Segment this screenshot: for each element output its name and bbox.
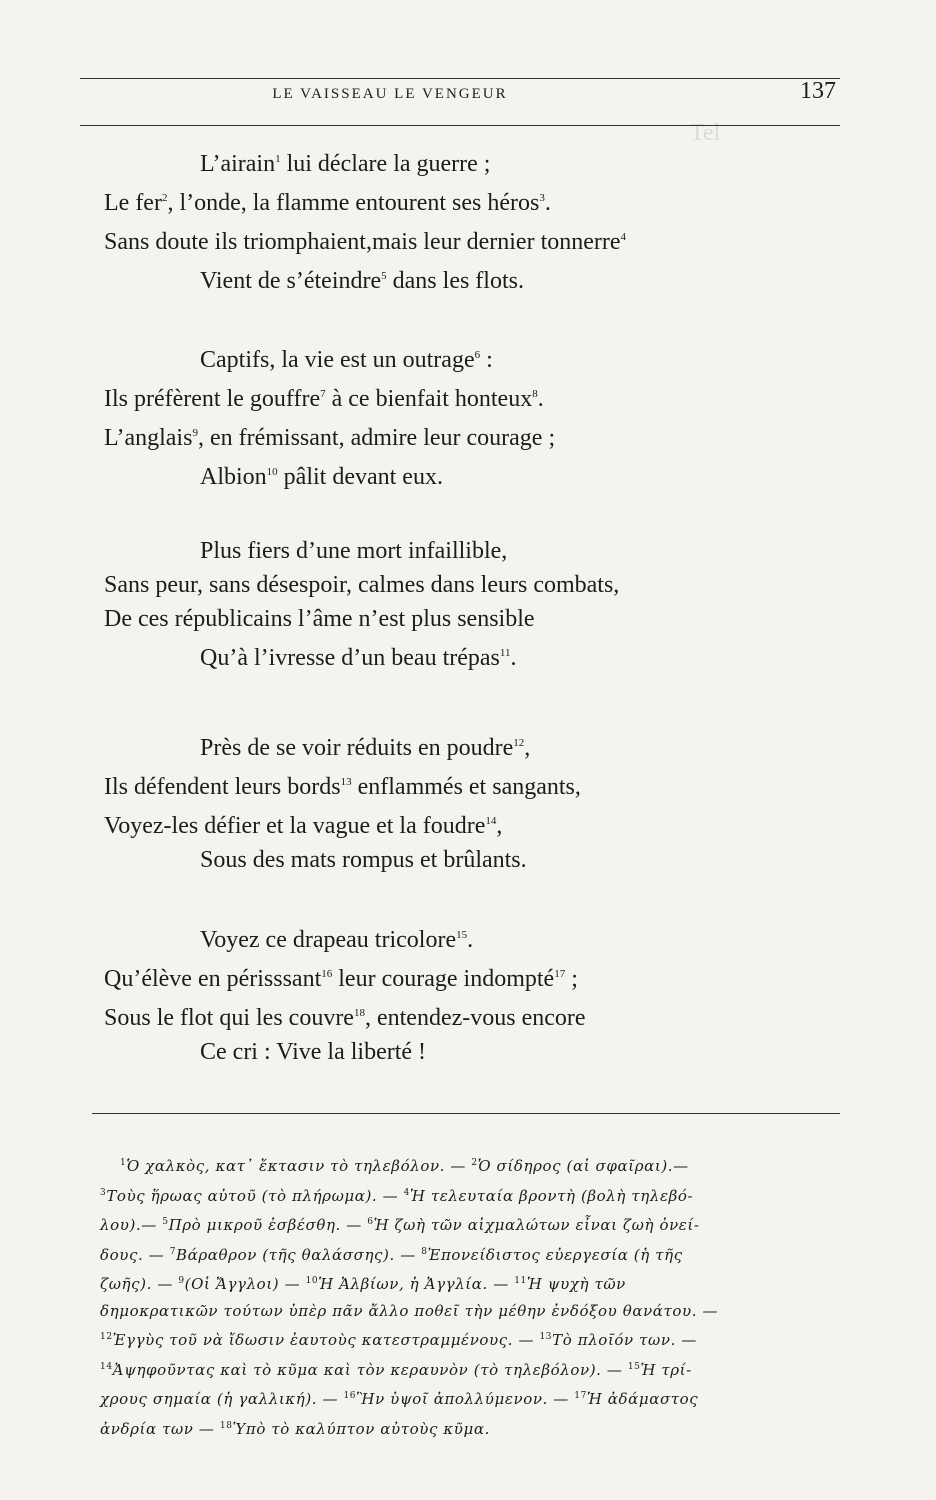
footnote-line xyxy=(100,1354,845,1384)
footnote-text: λου).— xyxy=(100,1216,163,1234)
footnote-number: 4 xyxy=(403,1187,410,1198)
footnote-marker: 6 xyxy=(474,349,481,361)
stanza xyxy=(100,534,860,675)
verse-line xyxy=(100,957,860,996)
footnote-text: Ἡ ψυχὴ τῶν xyxy=(526,1275,626,1293)
footnote-marker: 1 xyxy=(275,153,281,165)
footnote-line xyxy=(100,1209,845,1239)
verse-text: Sans doute ils triomphaient,mais leur dernier tonnerre xyxy=(104,229,621,255)
verse-line xyxy=(100,220,860,259)
footnote-text: Ἐγγὺς τοῦ νὰ ἴδωσιν ἑαυτοὺς κατεστραμμένους. — xyxy=(112,1331,540,1349)
footnote-number: 8 xyxy=(421,1246,428,1257)
verse-text: Ce cri : Vive la liberté ! xyxy=(200,1039,427,1065)
footnote-number: 6 xyxy=(367,1217,374,1227)
footnote-rule xyxy=(100,1113,840,1114)
footnote-line xyxy=(100,1180,845,1210)
footnote-marker: 2 xyxy=(161,192,168,204)
footnote-text: Ἡ ζωὴ τῶν αἰχμαλώτων εἶναι ζωὴ ὀνεί- xyxy=(373,1216,700,1234)
verse-line xyxy=(100,765,860,804)
footnote-line xyxy=(100,1298,845,1325)
footnote-marker: 11 xyxy=(499,647,511,659)
verse-text: De ces républicains l’âme n’est plus sensible xyxy=(104,606,535,632)
page-number: 137 xyxy=(800,78,836,104)
verse-text: : xyxy=(480,347,493,373)
verse-text: Ils préfèrent le gouffre xyxy=(104,386,321,412)
footnote-number: 9 xyxy=(178,1276,185,1286)
footnote-text: Τοὺς ἥρωας αὐτοῦ (τὸ πλήρωμα). — xyxy=(106,1186,404,1205)
footnote-text: Ἣν ὑψοῖ ἀπολλύμενον. — xyxy=(356,1390,575,1408)
footnote-text: Ἡ τρί- xyxy=(640,1360,692,1379)
footnote-number: 12 xyxy=(100,1332,113,1342)
verse-text: L’anglais xyxy=(104,425,193,451)
verse-text: enflammés et sangants, xyxy=(351,774,581,800)
verse-text: Captifs, la vie est un outrage xyxy=(200,347,475,373)
footnote-text: Ἀψηφοῦντας καὶ τὸ κῦμα καὶ τὸν κεραυνὸν (τὸ τηλεβόλον). — xyxy=(112,1360,628,1379)
verse-text: Qu’élève en périsssant xyxy=(104,966,322,992)
verse-text: Sans peur, sans désespoir, calmes dans leurs combats, xyxy=(104,572,620,598)
verse-text: L’airain xyxy=(200,151,276,177)
footnote-text: δους. — xyxy=(100,1245,170,1264)
footnote-number: 10 xyxy=(305,1276,319,1286)
verse-text: Voyez ce drapeau tricolore xyxy=(200,927,457,953)
verse-text: . xyxy=(544,190,551,216)
footnote-text: Ἐπονείδιστος εὐεργεσία (ἡ τῆς xyxy=(427,1245,683,1264)
verse-line xyxy=(100,181,860,220)
footnote-number: 2 xyxy=(471,1158,478,1168)
footnote-line xyxy=(100,1150,845,1180)
verse-line xyxy=(100,259,860,298)
footnote-marker: 16 xyxy=(321,968,333,980)
verse-line xyxy=(100,843,860,877)
verse-line xyxy=(100,416,860,455)
verse-text: Plus fiers d’une mort infaillible, xyxy=(200,538,508,564)
verse-text: ; xyxy=(565,966,578,992)
verse-line xyxy=(100,377,860,416)
verse-text: Sous le flot qui les couvre xyxy=(104,1005,354,1031)
footnote-line xyxy=(100,1324,845,1354)
verse-text: . xyxy=(510,645,517,671)
footnote-text: Βάραθρον (τῆς θαλάσσης). — xyxy=(176,1245,422,1264)
verse-text: Qu’à l’ivresse d’un beau trépas xyxy=(200,645,500,671)
stanza xyxy=(100,338,860,494)
verse-text: lui déclare la guerre ; xyxy=(280,151,491,177)
footnote-marker: 9 xyxy=(192,427,198,439)
footnote-number: 13 xyxy=(539,1332,553,1342)
verse-line xyxy=(100,804,860,843)
verse-text: pâlit devant eux. xyxy=(277,464,443,490)
stanza xyxy=(100,142,860,298)
verse-line xyxy=(100,602,860,636)
footnote-line xyxy=(100,1383,845,1413)
footnote-text: Ἡ Ἀλβίων, ἡ Ἀγγλία. — xyxy=(318,1275,515,1293)
footnote-text: (Οἱ Ἄγγλοι) — xyxy=(184,1275,306,1293)
verse-text: Ils défendent leurs bords xyxy=(104,774,341,800)
verse-text: , xyxy=(496,813,503,839)
verse-line xyxy=(100,338,860,377)
verse-text: Près de se voir réduits en poudre xyxy=(200,735,514,761)
footnote-number: 16 xyxy=(343,1391,357,1401)
footnote-number: 3 xyxy=(100,1187,107,1198)
verse-line xyxy=(100,996,860,1035)
verse-text: à ce bienfait honteux xyxy=(325,386,533,412)
footnote-line xyxy=(100,1239,845,1269)
verse-text: Albion xyxy=(200,464,267,490)
footnote-text: χρους σημαία (ἡ γαλλική). — xyxy=(100,1390,344,1408)
footnote-line xyxy=(100,1268,845,1298)
verse-text: . xyxy=(467,927,474,953)
verse-text: , xyxy=(524,735,531,761)
bleed-through-texture: Tel xyxy=(690,120,721,146)
running-title: LE VAISSEAU LE VENGEUR xyxy=(272,86,508,102)
verse-text: Le fer xyxy=(104,190,162,216)
verse-line xyxy=(100,918,860,957)
footnote-text: Ὁ χαλκὸς, κατ᾽ ἔκτασιν τὸ τηλεβόλον. — xyxy=(126,1157,472,1175)
verse-line xyxy=(100,568,860,602)
footnote-text: ἀνδρία των — xyxy=(100,1419,220,1438)
footnote-number: 5 xyxy=(162,1217,169,1227)
running-header xyxy=(80,76,840,104)
footnote-marker: 10 xyxy=(266,466,278,478)
footnotes xyxy=(100,1150,845,1442)
footnote-number: 17 xyxy=(574,1391,587,1401)
verse-line xyxy=(100,142,860,181)
verse-line xyxy=(100,726,860,765)
verse-text: dans les flots. xyxy=(386,268,524,294)
footnote-number: 18 xyxy=(219,1420,233,1431)
verse-line xyxy=(100,455,860,494)
footnote-marker: 5 xyxy=(381,270,387,282)
footnote-marker: 15 xyxy=(456,929,468,941)
footnote-text: δημοκρατικῶν τούτων ὑπὲρ πᾶν ἄλλο ποθεῖ τὴν μέθην ἐνδόξου θανάτου. — xyxy=(100,1301,719,1320)
footnote-number: 11 xyxy=(514,1276,527,1286)
verse-line xyxy=(100,534,860,568)
footnote-marker: 14 xyxy=(485,815,497,827)
footnote-number: 14 xyxy=(100,1361,113,1372)
footnote-marker: 17 xyxy=(554,968,566,980)
verse-line xyxy=(100,1035,860,1069)
stanza xyxy=(100,726,860,877)
header-rule-top xyxy=(80,78,840,79)
verse-text: , en frémissant, admire leur courage ; xyxy=(197,425,556,451)
footnote-text: Τὸ πλοῖόν των. — xyxy=(552,1331,697,1349)
footnote-text: Ἡ τελευταία βροντὴ (βολὴ τηλεβό- xyxy=(409,1186,694,1205)
footnote-text: ζωῆς). — xyxy=(100,1275,179,1293)
footnote-marker: 8 xyxy=(532,388,538,400)
footnote-marker: 12 xyxy=(513,737,525,749)
footnote-text: Πρὸ μικροῦ ἐσβέσθη. — xyxy=(168,1216,368,1234)
verse-text: , l’onde, la flamme entourent ses héros xyxy=(167,190,540,216)
footnote-line xyxy=(100,1413,845,1443)
footnote-number: 15 xyxy=(627,1361,641,1372)
stanza xyxy=(100,918,860,1069)
footnote-marker: 3 xyxy=(539,192,545,204)
footnote-marker: 4 xyxy=(620,231,627,243)
footnote-text: Ἡ ἀδάμαστος xyxy=(586,1390,699,1408)
footnote-text: Ὑπὸ τὸ καλύπτον αὐτοὺς κῦμα. xyxy=(232,1419,490,1438)
footnote-marker: 13 xyxy=(340,776,352,788)
verse-text: , entendez-vous encore xyxy=(364,1005,586,1031)
footnote-text: Ὁ σίδηρος (αἱ σφαῖραι).— xyxy=(477,1157,689,1175)
footnote-marker: 7 xyxy=(320,388,326,400)
footnote-marker: 18 xyxy=(353,1007,365,1019)
footnote-number: 1 xyxy=(120,1158,127,1168)
verse-text: Sous des mats rompus et brûlants. xyxy=(200,847,527,873)
verse-text: Voyez-les défier et la vague et la foudre xyxy=(104,813,486,839)
footnote-number: 7 xyxy=(169,1246,177,1257)
header-rule-bottom xyxy=(80,125,840,126)
verse-text: . xyxy=(537,386,544,412)
verse-line xyxy=(100,636,860,675)
verse-text: leur courage indompté xyxy=(332,966,555,992)
verse-text: Vient de s’éteindre xyxy=(200,268,382,294)
